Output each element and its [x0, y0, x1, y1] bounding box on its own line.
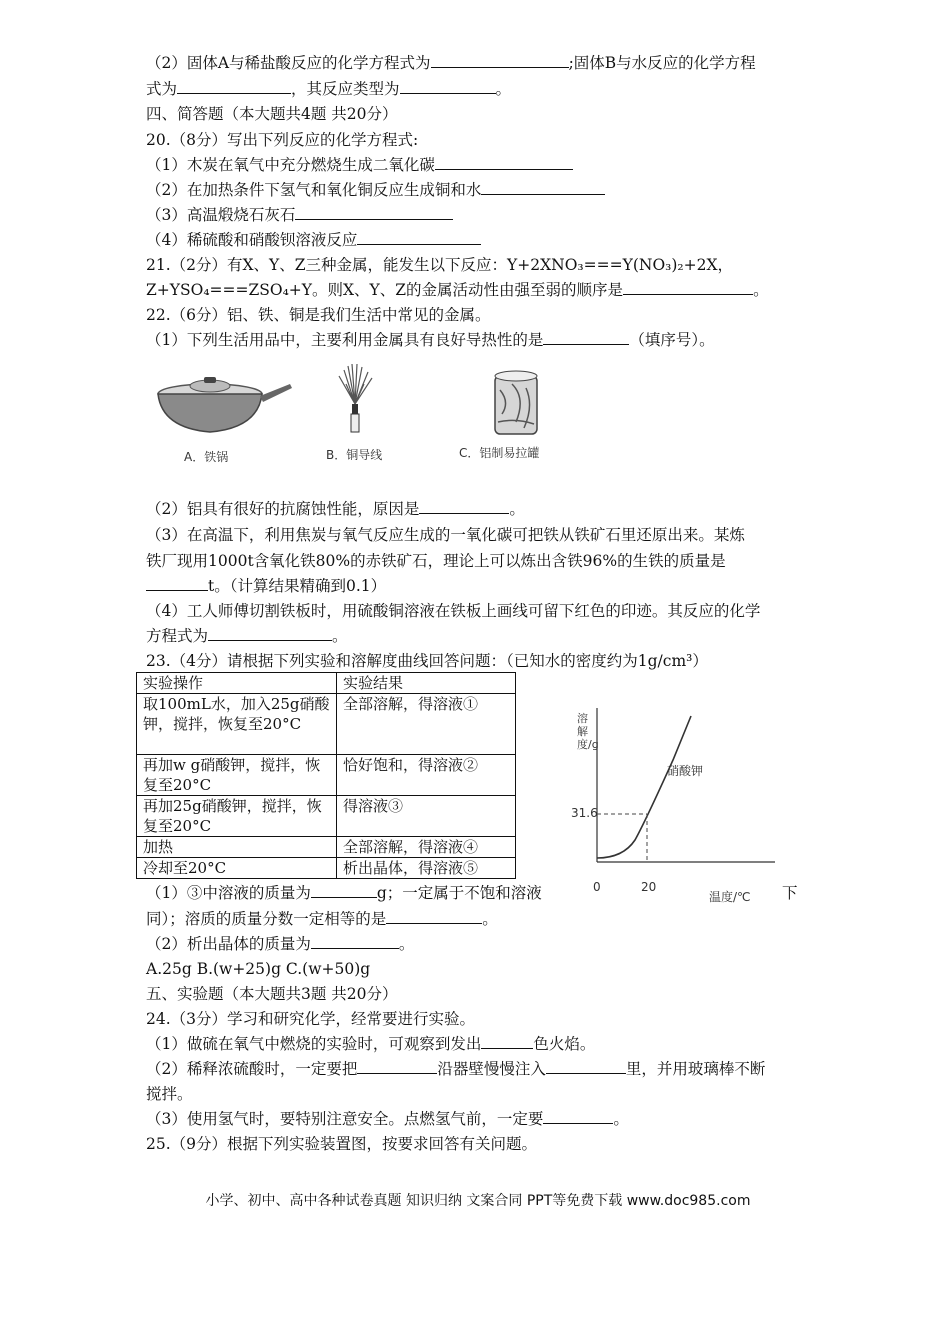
table-cell: 全部溶解，得溶液①	[337, 694, 516, 755]
text: （4）稀硫酸和硝酸钡溶液反应	[146, 231, 358, 249]
table-cell: 加热	[137, 837, 337, 858]
text: ;固体B与水反应的化学方程	[568, 54, 756, 72]
answer-blank	[546, 1058, 626, 1074]
table-header-cell: 实验结果	[337, 673, 516, 694]
text: 式为	[146, 80, 178, 98]
curve-label: 硝酸钾	[667, 764, 704, 778]
q23-part1-line2	[146, 908, 810, 930]
text: 同）；溶质的质量分数一定相等的是	[146, 910, 387, 928]
text: 里，并用玻璃棒不断	[625, 1060, 766, 1078]
answer-blank	[481, 179, 605, 195]
q23-stem: 23.（4分）请根据下列实验和溶解度曲线回答问题：（已知水的密度约为1g/cm³）	[146, 652, 708, 670]
answer-blank	[311, 882, 377, 898]
text: Z+YSO₄===ZSO₄+Y。则X、Y、Z的金属活动性由强至弱的顺序是	[146, 281, 624, 299]
text: （1）做硫在氧气中燃烧的实验时，可观察到发出	[146, 1035, 482, 1053]
text: 。	[613, 1110, 629, 1128]
table-cell: 再加25g硝酸钾，搅拌，恢复至20°C	[137, 796, 337, 837]
text: （2）在加热条件下氢气和氧化铜反应生成铜和水	[146, 181, 482, 199]
text: （2）固体A与稀盐酸反应的化学方程式为	[146, 54, 431, 72]
answer-blank	[435, 154, 573, 170]
q22-part4-line1: （4）工人师傅切割铁板时，用硫酸铜溶液在铁板上画线可留下红色的印迹。其反应的化学	[146, 602, 761, 620]
text: 色火焰。	[533, 1035, 596, 1053]
answer-blank	[400, 78, 496, 94]
table-header-cell: 实验操作	[137, 673, 337, 694]
q23-part1-tail: 下	[782, 884, 798, 902]
q25-stem: 25.（9分）根据下列实验装置图，按要求回答有关问题。	[146, 1135, 538, 1153]
answer-blank	[431, 52, 569, 68]
q22-part3-line1: （3）在高温下，利用焦炭与氧气反应生成的一氧化碳可把铁从铁矿石里还原出来。某炼	[146, 526, 745, 544]
text: （填序号）。	[629, 331, 715, 349]
q19-part2-line2	[146, 78, 810, 100]
answer-blank	[311, 933, 399, 949]
table-row	[137, 755, 516, 796]
iron-wok-image	[158, 377, 292, 432]
answer-blank	[208, 625, 332, 641]
q22-part2	[146, 498, 810, 520]
caption-b: B．铜导线	[326, 448, 383, 462]
text: （1）下列生活用品中，主要利用金属具有良好导热性的是	[146, 331, 544, 349]
table-cell: 恰好饱和，得溶液②	[337, 755, 516, 796]
x-zero-label: 0	[593, 880, 601, 894]
copper-wire-image	[339, 364, 372, 432]
q24-part3	[146, 1108, 810, 1130]
table-cell: 冷却至20°C	[137, 858, 337, 879]
answer-blank	[543, 1108, 613, 1124]
q21-line2	[146, 279, 810, 301]
answer-blank	[295, 204, 453, 220]
page-footer: 小学、初中、高中各种试卷真题 知识归纳 文案合同 PPT等免费下载 www.doc985.com	[205, 1193, 751, 1209]
answer-blank	[357, 1058, 437, 1074]
text: ，其反应类型为	[291, 80, 400, 98]
table-row	[137, 837, 516, 858]
caption-c: C．铝制易拉罐	[459, 446, 540, 460]
x-axis-label: 温度/℃	[709, 890, 751, 904]
table-header-row	[137, 673, 516, 694]
q20-part3	[146, 204, 810, 226]
text: 。	[332, 627, 348, 645]
text: （2）稀释浓硫酸时，一定要把	[146, 1060, 358, 1078]
q20-part2	[146, 179, 810, 201]
q22-part3-line3	[146, 575, 810, 597]
text: 。	[482, 910, 498, 928]
answer-blank	[623, 279, 753, 295]
caption-a: A．铁锅	[184, 450, 229, 464]
section-4-heading: 四、简答题（本大题共4题 共20分）	[146, 105, 398, 123]
answer-blank	[146, 575, 208, 591]
q22-stem: 22.（6分）铝、铁、铜是我们生活中常见的金属。	[146, 306, 491, 324]
q20-part4	[146, 229, 810, 251]
y-mark-label: 31.6	[571, 806, 598, 820]
q24-stem: 24.（3分）学习和研究化学，经常要进行实验。	[146, 1010, 476, 1028]
q23-part2	[146, 933, 810, 955]
answer-blank	[386, 908, 482, 924]
text: （3）使用氢气时，要特别注意安全。点燃氢气前，一定要	[146, 1110, 544, 1128]
q22-part1	[146, 329, 810, 351]
text: 。	[398, 935, 415, 953]
table-cell: 再加w g硝酸钾，搅拌，恢复至20°C	[137, 755, 337, 796]
solubility-graph	[565, 690, 795, 902]
answer-blank	[481, 1033, 533, 1049]
table-cell: 取100mL水，加入25g硝酸钾，搅拌，恢复至20°C	[137, 694, 337, 755]
text: （2）析出晶体的质量为	[146, 935, 311, 953]
x-mark-label: 20	[641, 880, 657, 894]
experiment-table	[136, 672, 516, 879]
q20-stem: 20.（8分）写出下列反应的化学方程式:	[146, 131, 419, 149]
text: （3）高温煅烧石灰石	[146, 206, 296, 224]
q22-part3-line2: 铁厂现用1000t含氧化铁80%的赤铁矿石，理论上可以炼出含铁96%的生铁的质量是	[146, 552, 726, 570]
text: 。	[753, 281, 769, 299]
answer-blank	[419, 498, 509, 514]
table-row	[137, 858, 516, 879]
answer-blank	[357, 229, 481, 245]
aluminum-can-image	[495, 371, 537, 434]
section-5-heading: 五、实验题（本大题共3题 共20分）	[146, 985, 398, 1003]
q24-part2-line2: 搅拌。	[146, 1085, 193, 1103]
text: （1）③中溶液的质量为	[146, 884, 311, 902]
q19-part2-line1	[146, 52, 810, 74]
q24-part2-line1	[146, 1058, 810, 1080]
q23-part1-line1	[146, 882, 566, 904]
answer-blank	[543, 329, 629, 345]
y-axis-label: 溶解度/g	[577, 712, 599, 751]
table-cell: 全部溶解，得溶液④	[337, 837, 516, 858]
kno3-curve	[597, 716, 691, 858]
text: 方程式为	[146, 627, 209, 645]
q21-line1: 21.（2分）有X、Y、Z三种金属，能发生以下反应：Y+2XNO₃===Y(NO₃)₂+2X，	[146, 256, 734, 274]
answer-blank	[177, 78, 291, 94]
text: 。	[495, 80, 512, 98]
table-row	[137, 796, 516, 837]
table-cell: 析出晶体，得溶液⑤	[337, 858, 516, 879]
q23-options: A.25g B.(w+25)g C.(w+50)g	[146, 960, 371, 978]
text: （2）铝具有很好的抗腐蚀性能，原因是	[146, 500, 420, 518]
q22-part4-line2	[146, 625, 810, 647]
table-row	[137, 694, 516, 755]
text: （1）木炭在氧气中充分燃烧生成二氧化碳	[146, 156, 435, 174]
q20-part1	[146, 154, 810, 176]
text: 沿器壁慢慢注入	[437, 1060, 546, 1078]
text: g；一定属于不饱和溶液	[376, 884, 542, 902]
q24-part1	[146, 1033, 810, 1055]
text: t。（计算结果精确到0.1）	[208, 577, 387, 595]
table-cell: 得溶液③	[337, 796, 516, 837]
text: 。	[509, 500, 525, 518]
